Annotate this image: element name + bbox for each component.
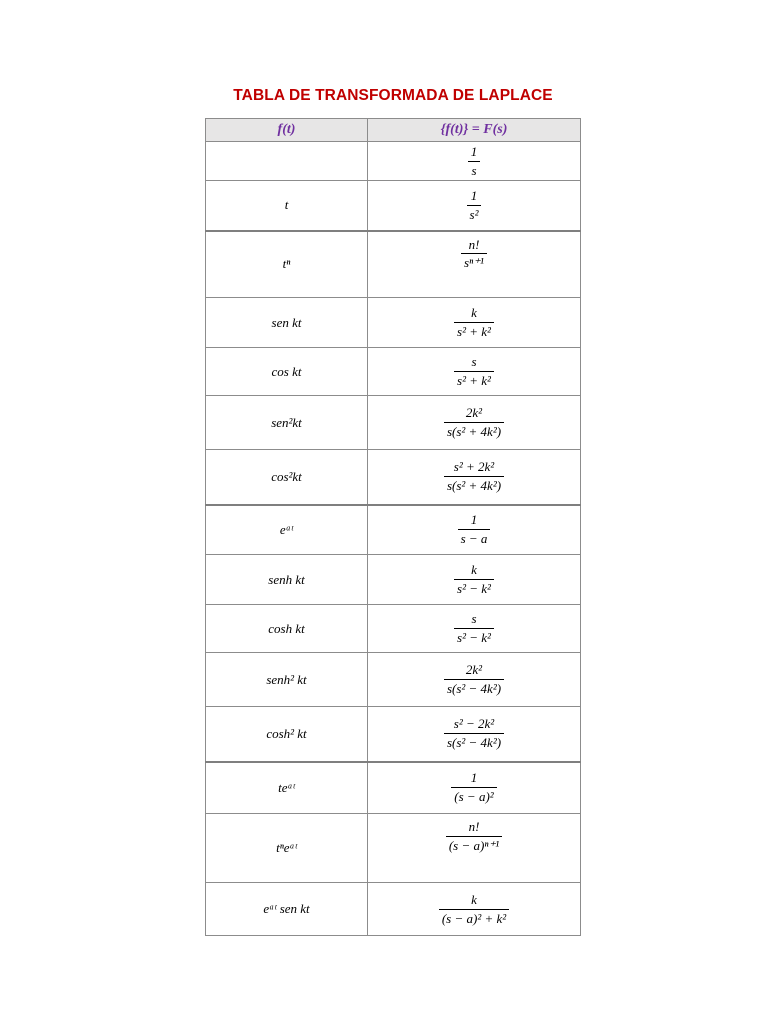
function-cell [206, 142, 368, 181]
function-cell: sen kt [206, 298, 368, 348]
table-row [206, 298, 581, 348]
numerator: 1 [470, 143, 478, 159]
transform-cell [368, 142, 581, 181]
transform-cell [368, 298, 581, 348]
numerator: s² − 2k² [453, 716, 495, 732]
function-cell: senh kt [206, 555, 368, 605]
table-row [206, 653, 581, 707]
transform-cell [368, 605, 581, 653]
fraction [454, 306, 494, 340]
function-cell: eᵃᵗ sen kt [206, 883, 368, 936]
numerator: s [471, 611, 477, 627]
function-cell: teᵃᵗ [206, 762, 368, 814]
denominator: (s − a)² [451, 787, 496, 805]
table-header-row [206, 119, 581, 142]
fraction [458, 513, 491, 547]
table-row [206, 348, 581, 396]
denominator: s² + k² [454, 322, 494, 340]
denominator: (s − a)ⁿ⁺¹ [446, 836, 502, 854]
transform-cell [368, 555, 581, 605]
denominator: s² [467, 205, 482, 223]
header-transform: {f(t)} = F(s) [368, 119, 581, 142]
transform-cell [368, 450, 581, 505]
denominator: s² − k² [454, 579, 494, 597]
transform-cell [368, 883, 581, 936]
fraction [467, 189, 482, 223]
numerator: n! [468, 819, 480, 834]
transform-cell [368, 814, 581, 883]
transform-cell [368, 653, 581, 707]
fraction [454, 612, 494, 646]
function-cell: senh² kt [206, 653, 368, 707]
transform-cell [368, 231, 581, 298]
function-cell: cos²kt [206, 450, 368, 505]
fraction [461, 238, 487, 272]
transform-cell [368, 181, 581, 231]
page-title: TABLA DE TRANSFORMADA DE LAPLACE [233, 87, 553, 104]
table-row [206, 707, 581, 762]
denominator: s(s² − 4k²) [444, 679, 504, 697]
transform-cell [368, 396, 581, 450]
numerator: n! [468, 236, 480, 252]
function-cell: cosh kt [206, 605, 368, 653]
transform-cell [368, 762, 581, 814]
transform-cell [368, 348, 581, 396]
function-cell: tⁿeᵃᵗ [206, 814, 368, 883]
fraction [444, 717, 504, 751]
denominator: s(s² + 4k²) [444, 476, 504, 494]
function-cell: eᵃᵗ [206, 505, 368, 555]
numerator: k [471, 891, 477, 907]
table-row [206, 505, 581, 555]
numerator: s [471, 354, 477, 370]
denominator: s² + k² [454, 371, 494, 389]
numerator: 2k² [465, 662, 483, 678]
numerator: 1 [470, 512, 478, 528]
fraction [446, 820, 502, 854]
denominator: s [468, 161, 479, 179]
fraction [454, 563, 494, 597]
numerator: 1 [470, 770, 478, 786]
numerator: 2k² [465, 405, 483, 421]
header-f-of-t: f(t) [206, 119, 368, 142]
fraction [439, 893, 509, 927]
fraction [444, 406, 504, 440]
table-row [206, 762, 581, 814]
table-row [206, 883, 581, 936]
numerator: 1 [470, 187, 478, 203]
function-cell: tⁿ [206, 231, 368, 298]
table-row [206, 555, 581, 605]
function-cell: cos kt [206, 348, 368, 396]
denominator: s(s² + 4k²) [444, 422, 504, 440]
transform-cell [368, 707, 581, 762]
table-row [206, 181, 581, 231]
denominator: sⁿ⁺¹ [461, 253, 487, 271]
function-cell: t [206, 181, 368, 231]
laplace-table [205, 118, 581, 936]
fraction [444, 460, 504, 494]
fraction [454, 355, 494, 389]
denominator: s(s² − 4k²) [444, 733, 504, 751]
fraction [468, 145, 481, 179]
numerator: k [471, 305, 477, 321]
function-cell: sen²kt [206, 396, 368, 450]
table-row [206, 450, 581, 505]
table-row [206, 142, 581, 181]
table-row [206, 605, 581, 653]
fraction [444, 663, 504, 697]
function-cell: cosh² kt [206, 707, 368, 762]
denominator: s − a [458, 529, 491, 547]
table-row [206, 231, 581, 298]
transform-cell [368, 505, 581, 555]
table-row [206, 396, 581, 450]
denominator: (s − a)² + k² [439, 909, 509, 927]
denominator: s² − k² [454, 628, 494, 646]
numerator: s² + 2k² [453, 459, 495, 475]
table-row [206, 814, 581, 883]
fraction [451, 771, 496, 805]
numerator: k [471, 562, 477, 578]
